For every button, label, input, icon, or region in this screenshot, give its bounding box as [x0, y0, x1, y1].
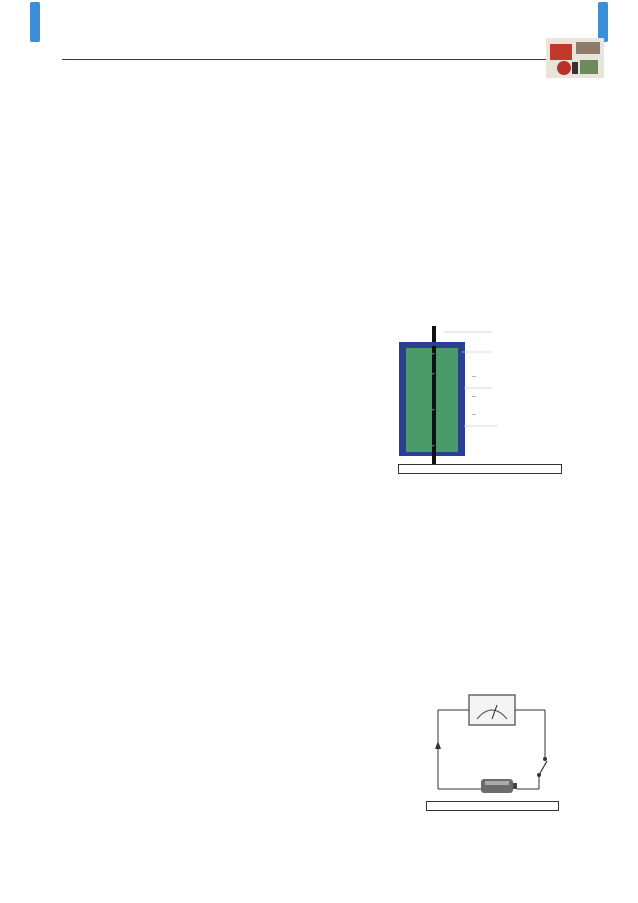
svg-text:–: – — [472, 391, 476, 400]
decorative-border-top — [0, 0, 638, 22]
header-divider — [62, 59, 557, 60]
open-switch — [539, 761, 547, 775]
corner-ornament-top-left — [30, 2, 40, 42]
svg-text:-: - — [432, 369, 435, 378]
battery-diagram — [392, 308, 562, 468]
decorative-border-bottom — [0, 881, 638, 903]
svg-text:–: – — [472, 409, 476, 418]
corner-ornament-top-right — [598, 2, 608, 42]
svg-text:-: - — [432, 405, 435, 414]
svg-text:-: - — [432, 349, 435, 358]
svg-text:-: - — [432, 441, 435, 450]
svg-text:–: – — [472, 371, 476, 380]
decorative-border-right — [616, 0, 638, 903]
battery-figure-caption — [398, 464, 562, 474]
decorative-border-left — [0, 0, 22, 903]
circuit-diagram — [425, 683, 565, 803]
circuit-figure-caption — [426, 801, 559, 811]
header-photo — [546, 38, 604, 78]
